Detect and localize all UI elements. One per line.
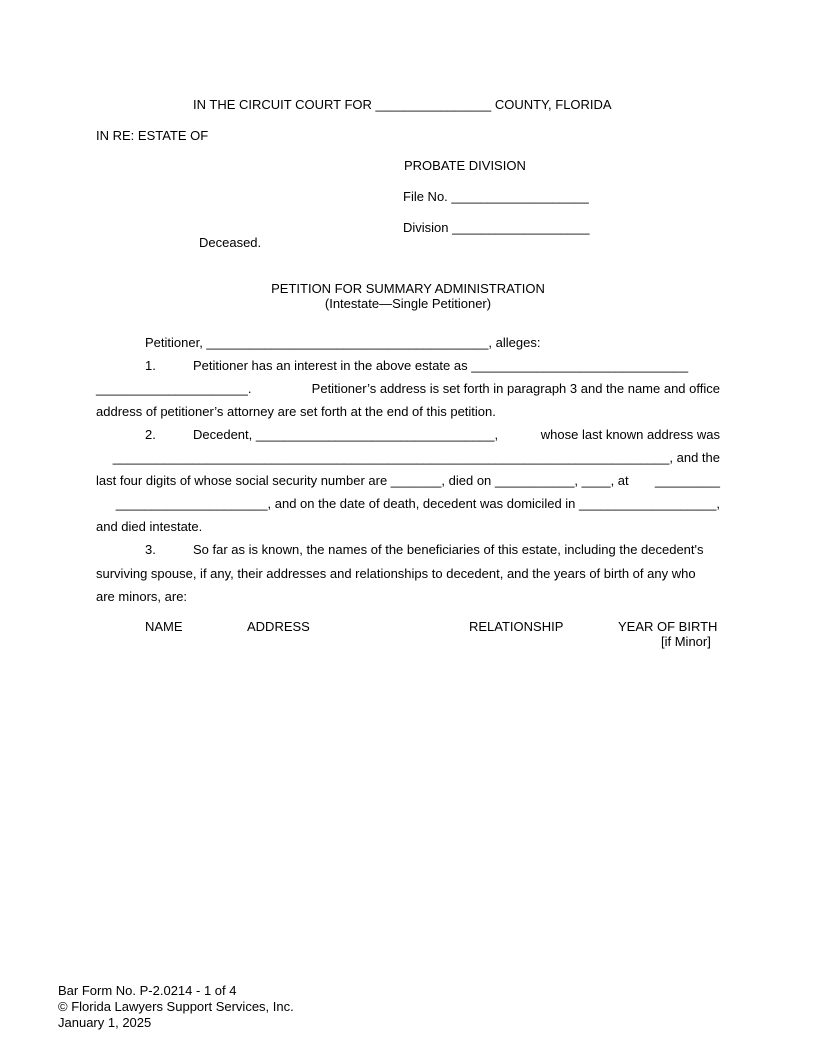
document-subtitle: (Intestate—Single Petitioner)	[324, 296, 492, 311]
paragraph-2-line-3	[96, 473, 720, 489]
paragraph-2-number: 2.	[145, 427, 156, 442]
paragraph-2-line-5: and died intestate.	[96, 519, 203, 534]
bar-form-number: Bar Form No. P-2.0214 - 1 of 4	[58, 983, 237, 998]
paragraph-3-line-3: are minors, are:	[96, 589, 188, 604]
court-heading	[193, 97, 612, 113]
column-header-if-minor: [if Minor]	[661, 634, 711, 649]
paragraph-3-line-2: surviving spouse, if any, their addresses and relationships to decedent, and the years of birth of any who	[96, 566, 696, 581]
paragraph-3-number: 3.	[145, 542, 156, 557]
form-date: January 1, 2025	[58, 1015, 152, 1030]
petitioner-line: Petitioner, _______________________________________, alleges:	[145, 335, 541, 350]
column-header-relationship: RELATIONSHIP	[469, 619, 564, 634]
file-number-line: File No. ___________________	[403, 189, 589, 204]
in-re-estate: IN RE: ESTATE OF	[96, 128, 209, 143]
probate-division: PROBATE DIVISION	[404, 158, 526, 173]
county-blank: ________________	[375, 97, 492, 112]
paragraph-3-line-1: So far as is known, the names of the beneficiaries of this estate, including the decedent's	[193, 542, 704, 557]
form-footer	[58, 983, 294, 1031]
place-of-death-blank: _________	[654, 473, 720, 488]
paragraph-2-line-2: _____________________________________________________________________________, and the	[112, 450, 720, 465]
column-header-address: ADDRESS	[247, 619, 310, 634]
paragraph-1-line-1: Petitioner has an interest in the above estate as ______________________________	[193, 358, 689, 373]
paragraph-1-line-2	[96, 381, 720, 397]
court-prefix: IN THE CIRCUIT COURT FOR	[193, 97, 372, 112]
document-title: PETITION FOR SUMMARY ADMINISTRATION	[271, 281, 545, 296]
deceased-label: Deceased.	[199, 235, 262, 250]
ssn-death-text: last four digits of whose social security number are _______, died on ___________, ____, at	[96, 473, 629, 488]
last-address-text: whose last known address was	[540, 427, 720, 442]
division-line: Division ___________________	[403, 220, 590, 235]
paragraph-2-line-4: _____________________, and on the date of death, decedent was domiciled in ___________________,	[115, 496, 720, 511]
copyright-notice: © Florida Lawyers Support Services, Inc.	[58, 999, 294, 1014]
paragraph-1-number: 1.	[145, 358, 156, 373]
paragraph-1-line-3: address of petitioner’s attorney are set forth at the end of this petition.	[96, 404, 496, 419]
paragraph-2-line-1	[193, 427, 720, 443]
paragraph-1-blank: _____________________.	[96, 381, 252, 396]
column-header-name: NAME	[145, 619, 183, 634]
decedent-name-blank: Decedent, _________________________________,	[193, 427, 499, 442]
court-suffix: COUNTY, FLORIDA	[494, 97, 612, 112]
paragraph-1-address-text: Petitioner’s address is set forth in paragraph 3 and the name and office	[311, 381, 720, 396]
column-header-year-of-birth: YEAR OF BIRTH	[618, 619, 718, 634]
